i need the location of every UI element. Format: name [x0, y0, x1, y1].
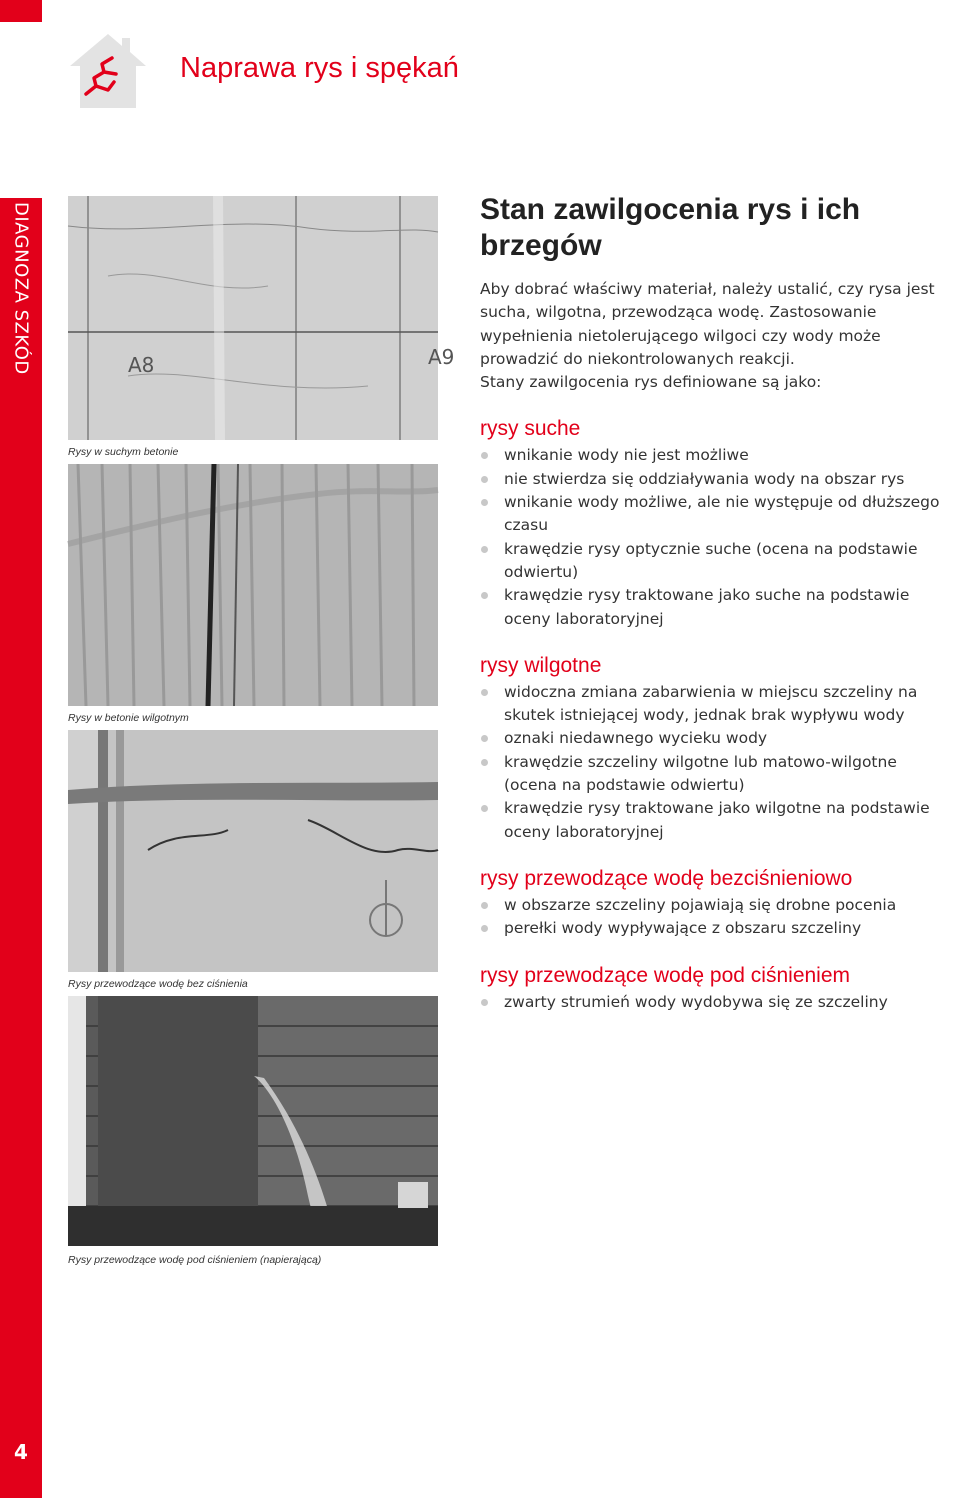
photo-caption: Rysy przewodzące wodę bez ciśnienia — [68, 978, 248, 990]
list-item: wnikanie wody nie jest możliwe — [480, 444, 942, 467]
section-dry — [480, 416, 942, 630]
intro-paragraph-2: Stany zawilgocenia rys definiowane są jako: — [480, 373, 822, 392]
svg-text:A8: A8 — [128, 353, 155, 377]
list-item: krawędzie rysy traktowane jako suche na podstawie oceny laboratoryjnej — [480, 584, 942, 631]
section-heading: rysy wilgotne — [480, 653, 602, 677]
list-item: widoczna zmiana zabarwienia w miejscu szczeliny na skutek istniejącej wody, jednak brak wypływu wody — [480, 681, 942, 728]
photo-caption: Rysy w betonie wilgotnym — [68, 712, 189, 724]
photo-caption: Rysy w suchym betonie — [68, 446, 179, 458]
section-heading: rysy przewodzące wodę bezciśnieniowo — [480, 866, 853, 890]
list-item: krawędzie rysy optycznie suche (ocena na podstawie odwiertu) — [480, 538, 942, 585]
red-bar-top — [0, 0, 42, 22]
section-heading: rysy suche — [480, 417, 581, 441]
photo-caption: Rysy przewodzące wodę pod ciśnieniem (napierającą) — [68, 1254, 322, 1266]
section-heading: rysy przewodzące wodę pod ciśnieniem — [480, 963, 851, 987]
moist-concrete-photo — [68, 464, 438, 706]
svg-text:A9: A9 — [428, 345, 455, 369]
list-item: krawędzie rysy traktowane jako wilgotne na podstawie oceny laboratoryjnej — [480, 797, 942, 844]
dry-concrete-photo — [68, 196, 455, 440]
header-title: Naprawa rys i spękań — [180, 52, 459, 84]
section-water-pressure — [480, 963, 942, 1014]
list-item: perełki wody wypływające z obszaru szczeliny — [480, 917, 942, 940]
list-item: krawędzie szczeliny wilgotne lub matowo-wilgotne (ocena na podstawie odwiertu) — [480, 751, 942, 798]
intro-paragraph: Aby dobrać właściwy materiał, należy ustalić, czy rysa jest sucha, wilgotna, przewodząca wodę. Zastosowanie wypełnienia nietolerującego wilgoci czy wody może prowadzić do niekontrolowanych reakcji. — [480, 280, 935, 368]
house-crack-icon — [66, 28, 150, 112]
main-content — [480, 192, 942, 1014]
list-item: oznaki niedawnego wycieku wody — [480, 727, 942, 750]
side-tab-label: DIAGNOZA SZKÓD — [10, 202, 32, 375]
list-item: w obszarze szczeliny pojawiają się drobne pocenia — [480, 894, 942, 917]
water-no-pressure-photo — [68, 730, 438, 972]
water-pressure-photo — [68, 996, 438, 1246]
page-number: 4 — [14, 1440, 28, 1464]
list-item: zwarty strumień wody wydobywa się ze szczeliny — [480, 991, 942, 1014]
list-item: nie stwierdza się oddziaływania wody na obszar rys — [480, 468, 942, 491]
page-title: Stan zawilgocenia rys i ich brzegów — [480, 193, 861, 262]
section-water-no-pressure — [480, 866, 942, 941]
list-item: wnikanie wody możliwe, ale nie występuje od dłuższego czasu — [480, 491, 942, 538]
section-moist — [480, 653, 942, 844]
intro-text — [480, 278, 942, 394]
